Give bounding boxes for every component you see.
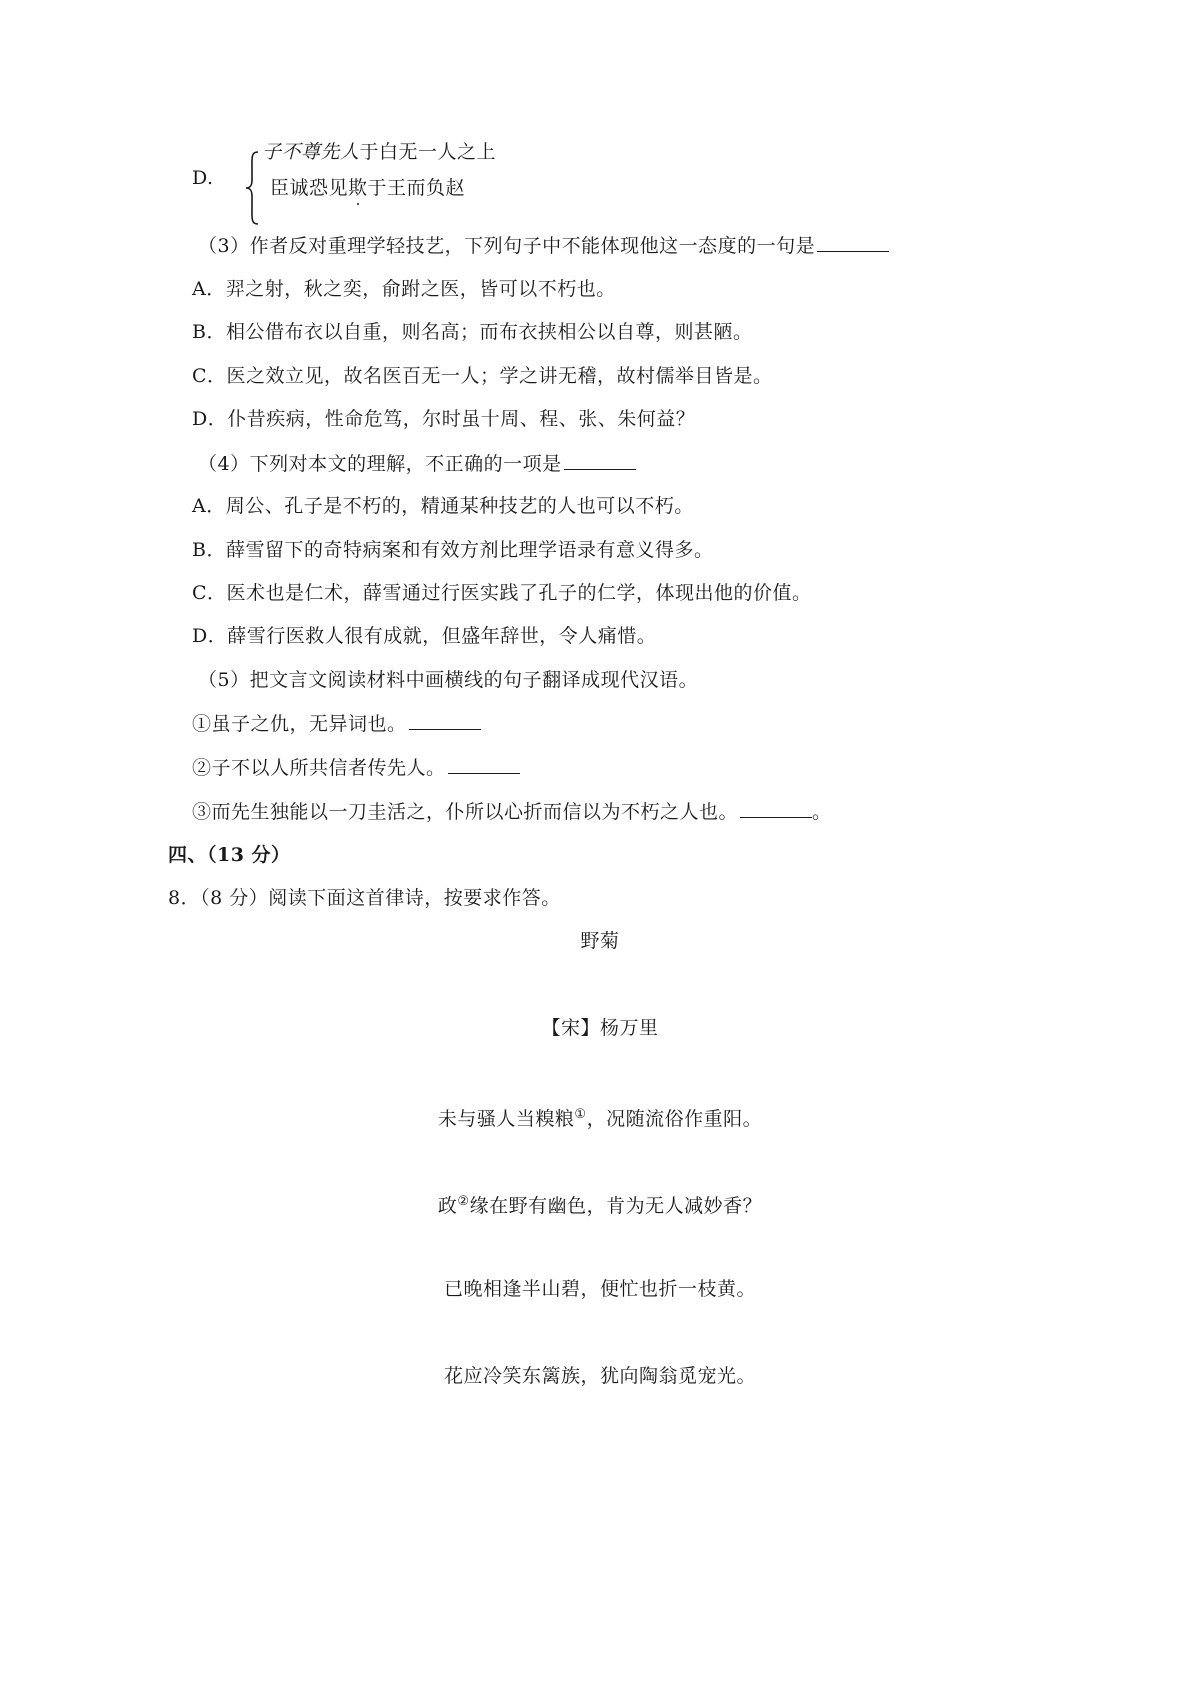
poem-author: 【宋】杨万里 — [541, 1017, 659, 1039]
option-d-line-1-rest: 于白无一人之上 — [359, 141, 497, 163]
poem-line-1 — [0, 1103, 1200, 1131]
q5-item-1 — [192, 711, 481, 736]
q4-answer-blank[interactable] — [564, 451, 636, 470]
q4-option-c: C．医术也是仁术，薛雪通过行医实践了孔子的仁学，体现出他的价值。 — [192, 582, 812, 604]
q4-stem-text: （4）下列对本文的理解，不正确的一项是 — [198, 453, 562, 475]
q5-item-3-blank[interactable] — [740, 799, 812, 818]
q3-answer-blank[interactable] — [817, 233, 889, 252]
poem-line-2-pre: 政 — [437, 1195, 458, 1217]
poem-line-1-pre: 未与骚人当糗粮 — [437, 1108, 575, 1130]
q4-option-b: B．薛雪留下的奇特病案和有效方剂比理学语录有意义得多。 — [192, 539, 714, 561]
q4-stem — [198, 451, 636, 476]
q5-item-2 — [192, 755, 520, 780]
option-d-line-2-dotted: 欺 — [348, 177, 368, 199]
q4-option-d: D．薛雪行医救人很有成就，但盛年辞世，令人痛惜。 — [192, 625, 657, 647]
q3-option-a: A．羿之射，秋之奕，俞跗之医，皆可以不朽也。 — [192, 278, 616, 300]
option-d-label: D. — [192, 167, 214, 189]
poem-note-1: ① — [574, 1107, 587, 1122]
q3-option-d: D．仆昔疾病，性命危笃，尔时虽十周、程、张、朱何益？ — [192, 408, 696, 430]
option-d-line-1-italic: 子不尊先人 — [262, 141, 360, 163]
option-d-line-2 — [270, 176, 465, 200]
q5-item-3-text: ③而先生独能以一刀圭活之，仆所以心折而信以为不朽之人也。 — [192, 801, 739, 823]
q3-stem-text: （3）作者反对重理学轻技艺，下列句子中不能体现他这一态度的一句是 — [198, 235, 816, 257]
q4-option-a: A．周公、孔子是不朽的，精通某种技艺的人也可以不朽。 — [192, 495, 694, 517]
q3-option-b: B．相公借布衣以自重，则名高；而布衣挟相公以自尊，则甚陋。 — [192, 321, 753, 343]
poem-line-2-post: 缘在野有幽色，肯为无人减妙香？ — [469, 1195, 763, 1217]
poem-line-4: 花应冷笑东篱族，犹向陶翁觅宠光。 — [443, 1365, 756, 1387]
poem-note-2: ② — [457, 1194, 470, 1209]
option-d-line-1 — [262, 140, 496, 164]
poem-line-1-post: ，况随流俗作重阳。 — [586, 1108, 763, 1130]
q3-stem — [198, 233, 889, 258]
poem-line-3: 已晚相逢半山碧，便忙也折一枝黄。 — [443, 1278, 756, 1300]
q5-item-2-text: ②子不以人所共信者传先人。 — [192, 757, 446, 779]
section-4-heading: 四、（13 分） — [168, 844, 291, 866]
poem-line-2 — [0, 1190, 1200, 1218]
option-d-line-2-pre: 臣诚恐见 — [270, 177, 349, 199]
q8-stem: 8．（8 分）阅读下面这首律诗，按要求作答。 — [168, 887, 561, 909]
q3-option-c: C．医之效立见，故名医百无一人；学之讲无稽，故村儒举目皆是。 — [192, 365, 773, 387]
option-d-line-2-post: 于王而负赵 — [367, 177, 466, 199]
q5-stem: （5）把文言文阅读材料中画横线的句子翻译成现代汉语。 — [198, 669, 699, 691]
brace-symbol — [244, 150, 262, 226]
q5-item-3-end: 。 — [812, 801, 832, 823]
poem-title: 野菊 — [580, 930, 620, 952]
q5-item-2-blank[interactable] — [448, 755, 520, 774]
q5-item-1-text: ①虽子之仇，无异词也。 — [192, 713, 407, 735]
q5-item-3 — [192, 799, 832, 824]
q5-item-1-blank[interactable] — [409, 711, 481, 730]
